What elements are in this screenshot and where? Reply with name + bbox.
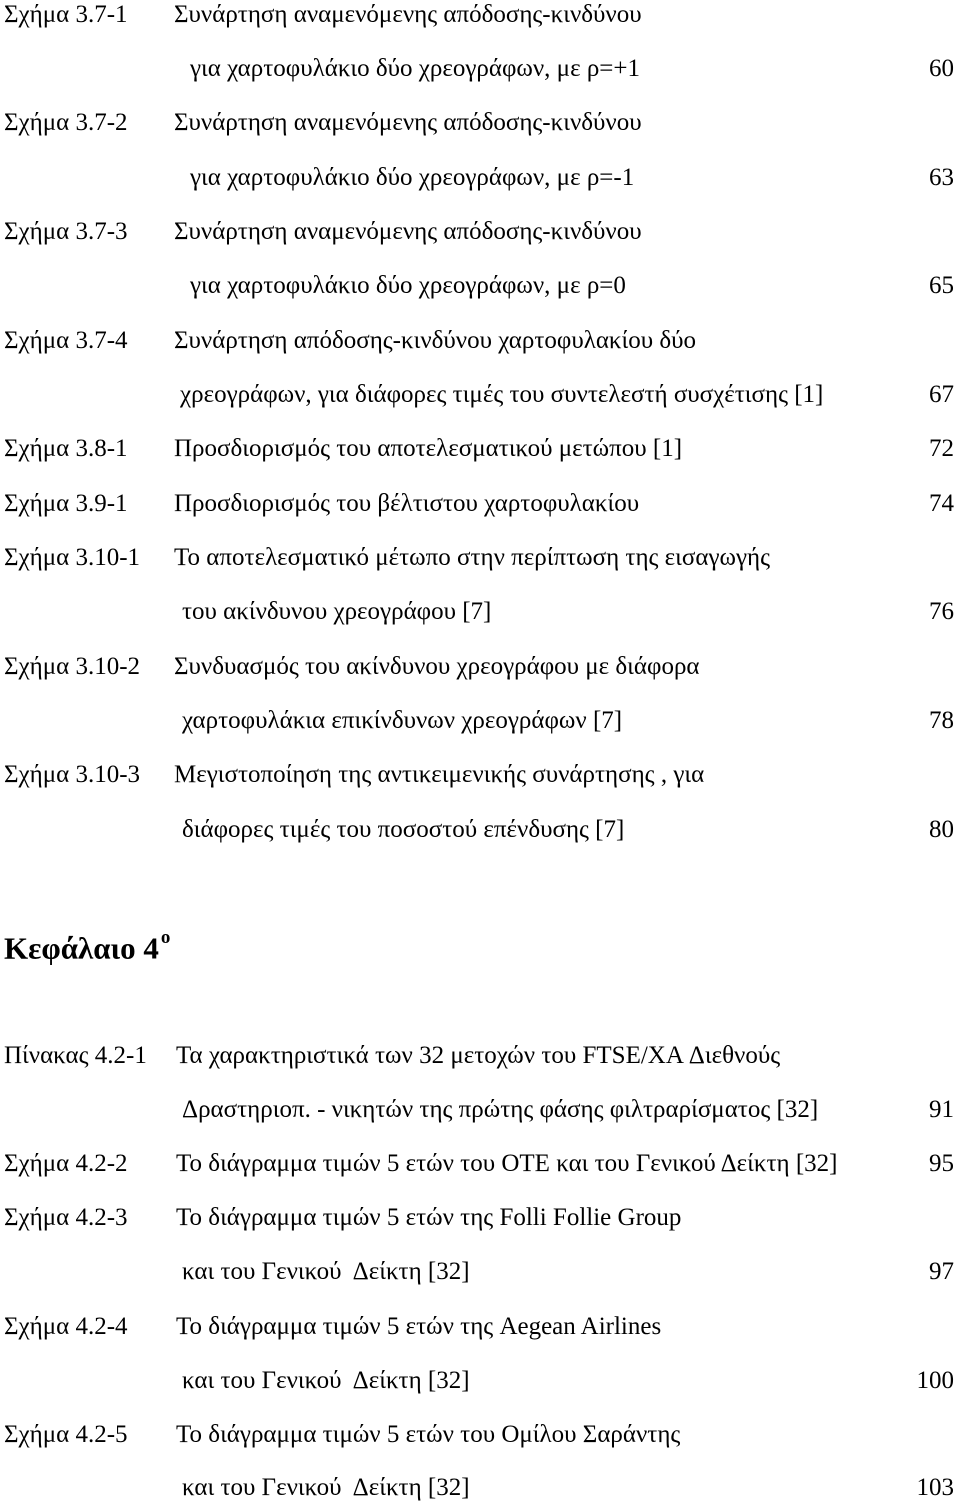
entry-title-line-2: και του Γενικού Δείκτη [32] — [182, 1258, 470, 1285]
toc-entry-4-2-2 — [0, 1146, 960, 1182]
toc-entry-3-7-3-cont — [0, 268, 960, 304]
entry-title-line-2: για χαρτοφυλάκιο δύο χρεογράφων, με ρ=+1 — [190, 55, 640, 82]
entry-page-number: 63 — [929, 164, 954, 191]
chapter-heading — [4, 920, 170, 970]
entry-number: Σχήμα 3.7-4 — [4, 327, 128, 354]
entry-page-number: 60 — [929, 55, 954, 82]
toc-entry-3-10-1-cont — [0, 594, 960, 630]
entry-title-line-1: Το διάγραμμα τιμών 5 ετών του ΟΤΕ και του Γενικού Δείκτη [32] — [176, 1150, 838, 1177]
toc-entry-3-10-2-cont — [0, 703, 960, 739]
entry-title-line-1: Το διάγραμμα τιμών 5 ετών της Aegean Airlines — [176, 1313, 662, 1340]
entry-title-line-1: Συνάρτηση απόδοσης-κινδύνου χαρτοφυλακίου δύο — [174, 327, 697, 354]
entry-number: Σχήμα 3.10-3 — [4, 761, 141, 788]
entry-page-number: 91 — [929, 1096, 954, 1123]
entry-title-line-1: Συνάρτηση αναμενόμενης απόδοσης-κινδύνου — [174, 218, 642, 245]
entry-page-number: 76 — [929, 598, 954, 625]
toc-entry-4-2-3-cont — [0, 1254, 960, 1290]
entry-title-line-1: Τα χαρακτηριστικά των 32 μετοχών του FTSE/XA Διεθνούς — [176, 1042, 781, 1069]
chapter-heading-text: Κεφάλαιο 4 — [4, 930, 159, 966]
entry-title-line-2: χρεογράφων, για διάφορες τιμές του συντελεστή συσχέτισης [1] — [180, 381, 824, 408]
entry-title-line-1: Προσδιορισμός του αποτελεσματικού μετώπου [1] — [174, 435, 683, 462]
toc-entry-3-10-1 — [0, 540, 960, 576]
toc-entry-3-10-3 — [0, 757, 960, 793]
entry-page-number: 97 — [929, 1258, 954, 1285]
entry-title-line-2: για χαρτοφυλάκιο δύο χρεογράφων, με ρ=-1 — [190, 164, 635, 191]
entry-number: Σχήμα 3.7-3 — [4, 218, 128, 245]
entry-title-line-1: Προσδιορισμός του βέλτιστου χαρτοφυλακίου — [174, 490, 640, 517]
toc-entry-3-8-1 — [0, 431, 960, 467]
entry-number: Σχήμα 4.2-5 — [4, 1421, 128, 1448]
entry-number: Σχήμα 3.7-2 — [4, 109, 128, 136]
entry-number: Σχήμα 4.2-3 — [4, 1204, 128, 1231]
toc-entry-4-2-3 — [0, 1200, 960, 1236]
entry-title-line-2: για χαρτοφυλάκιο δύο χρεογράφων, με ρ=0 — [190, 272, 626, 299]
toc-entry-3-7-3 — [0, 214, 960, 250]
entry-title-line-2: του ακίνδυνου χρεογράφου [7] — [182, 598, 492, 625]
toc-entry-3-9-1 — [0, 486, 960, 522]
entry-title-line-2: και του Γενικού Δείκτη [32] — [182, 1367, 470, 1394]
entry-title-line-1: Συνάρτηση αναμενόμενης απόδοσης-κινδύνου — [174, 109, 642, 136]
entry-number: Σχήμα 3.9-1 — [4, 490, 128, 517]
entry-title-line-2: χαρτοφυλάκια επικίνδυνων χρεογράφων [7] — [182, 707, 623, 734]
entry-page-number: 80 — [929, 816, 954, 843]
entry-title-line-1: Το διάγραμμα τιμών 5 ετών του Ομίλου Σαράντης — [176, 1421, 681, 1448]
entry-title-line-1: Συνάρτηση αναμενόμενης απόδοσης-κινδύνου — [174, 1, 642, 28]
entry-number: Σχήμα 4.2-4 — [4, 1313, 128, 1340]
toc-entry-3-7-2 — [0, 105, 960, 141]
entry-page-number: 95 — [929, 1150, 954, 1177]
toc-entry-3-10-2 — [0, 649, 960, 685]
entry-title-line-2: και του Γενικού Δείκτη [32] — [182, 1474, 470, 1501]
toc-entry-4-2-4-cont — [0, 1363, 960, 1399]
entry-page-number: 67 — [929, 381, 954, 408]
toc-entry-4-2-1 — [0, 1038, 960, 1074]
entry-page-number: 78 — [929, 707, 954, 734]
toc-entry-3-7-4 — [0, 323, 960, 359]
entry-title-line-1: Συνδυασμός του ακίνδυνου χρεογράφου με διάφορα — [174, 653, 700, 680]
entry-title-line-1: Μεγιστοποίηση της αντικειμενικής συνάρτησης , για — [174, 761, 705, 788]
entry-page-number: 103 — [916, 1474, 954, 1501]
entry-number: Σχήμα 3.7-1 — [4, 1, 128, 28]
entry-title-line-1: Το διάγραμμα τιμών 5 ετών της Folli Follie Group — [176, 1204, 682, 1231]
chapter-heading-superscript: ο — [160, 927, 171, 948]
toc-entry-3-7-2-cont — [0, 160, 960, 196]
entry-number: Πίνακας 4.2-1 — [4, 1042, 147, 1069]
toc-entry-4-2-1-cont — [0, 1092, 960, 1128]
entry-number: Σχήμα 4.2-2 — [4, 1150, 128, 1177]
entry-page-number: 72 — [929, 435, 954, 462]
toc-entry-4-2-5-cont — [0, 1470, 960, 1506]
entry-number: Σχήμα 3.10-2 — [4, 653, 141, 680]
toc-entry-3-10-3-cont — [0, 812, 960, 848]
entry-page-number: 100 — [916, 1367, 954, 1394]
entry-title-line-2: διάφορες τιμές του ποσοστού επένδυσης [7] — [182, 816, 625, 843]
entry-page-number: 74 — [929, 490, 954, 517]
entry-number: Σχήμα 3.8-1 — [4, 435, 128, 462]
entry-title-line-1: Το αποτελεσματικό μέτωπο στην περίπτωση της εισαγωγής — [174, 544, 770, 571]
toc-entry-3-7-4-cont — [0, 377, 960, 413]
toc-entry-3-7-1-cont — [0, 51, 960, 87]
entry-title-line-2: Δραστηριοπ. - νικητών της πρώτης φάσης φιλτραρίσματος [32] — [182, 1096, 819, 1123]
toc-entry-3-7-1 — [0, 0, 960, 33]
toc-entry-4-2-4 — [0, 1309, 960, 1345]
toc-entry-4-2-5 — [0, 1417, 960, 1453]
entry-page-number: 65 — [929, 272, 954, 299]
entry-number: Σχήμα 3.10-1 — [4, 544, 141, 571]
